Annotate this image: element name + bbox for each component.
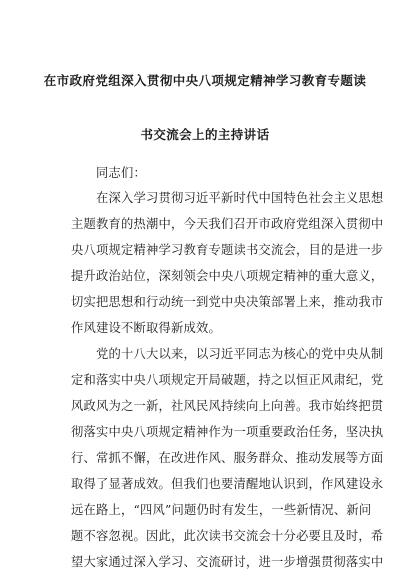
paragraph-1-line: 央八项规定精神学习教育专题读书交流会，目的是进一步: [71, 243, 384, 257]
paragraph-2-line: 彻落实中央八项规定精神作为一项重要政治任务，坚决执: [71, 425, 384, 439]
paragraph-2-line: 风政风为之一新，社风民风持续向上向善。我市始终把贯: [71, 399, 384, 413]
paragraph-2-line: 取得了显著成效。但我们也要清醒地认识到，作风建设永: [71, 477, 384, 491]
salutation: 同志们：: [96, 166, 146, 180]
paragraph-2-line: 党的十八大以来，以习近平同志为核心的党中央从制: [96, 347, 384, 361]
paragraph-1-line: 切实把思想和行动统一到党中央决策部署上来，推动我市: [71, 295, 384, 309]
paragraph-2-line: 题不容忽视。因此，此次读书交流会十分必要且及时，希: [71, 529, 384, 543]
document-title-line-1: 在市政府党组深入贯彻中央八项规定精神学习教育专题读: [43, 73, 367, 88]
paragraph-2-line: 望大家通过深入学习、交流研讨，进一步增强贯彻落实中: [71, 555, 384, 569]
paragraph-2-line: 行、常抓不懈，在改进作风、服务群众、推动发展等方面: [71, 451, 384, 465]
paragraph-1-line: 主题教育的热潮中，今天我们召开市政府党组深入贯彻中: [71, 217, 384, 231]
document-title-line-2: 书交流会上的主持讲话: [140, 127, 270, 142]
paragraph-2-line: 远在路上，“四风”问题仍时有发生，一些新情况、新问: [71, 503, 372, 517]
paragraph-1-line: 提升政治站位，深刻领会中央八项规定精神的重大意义，: [71, 269, 384, 283]
paragraph-1-line: 作风建设不断取得新成效。: [71, 321, 221, 335]
paragraph-1-line: 在深入学习贯彻习近平新时代中国特色社会主义思想: [96, 191, 384, 205]
paragraph-2-line: 定和落实中央八项规定开局破题，持之以恒正风肃纪，党: [71, 373, 384, 387]
